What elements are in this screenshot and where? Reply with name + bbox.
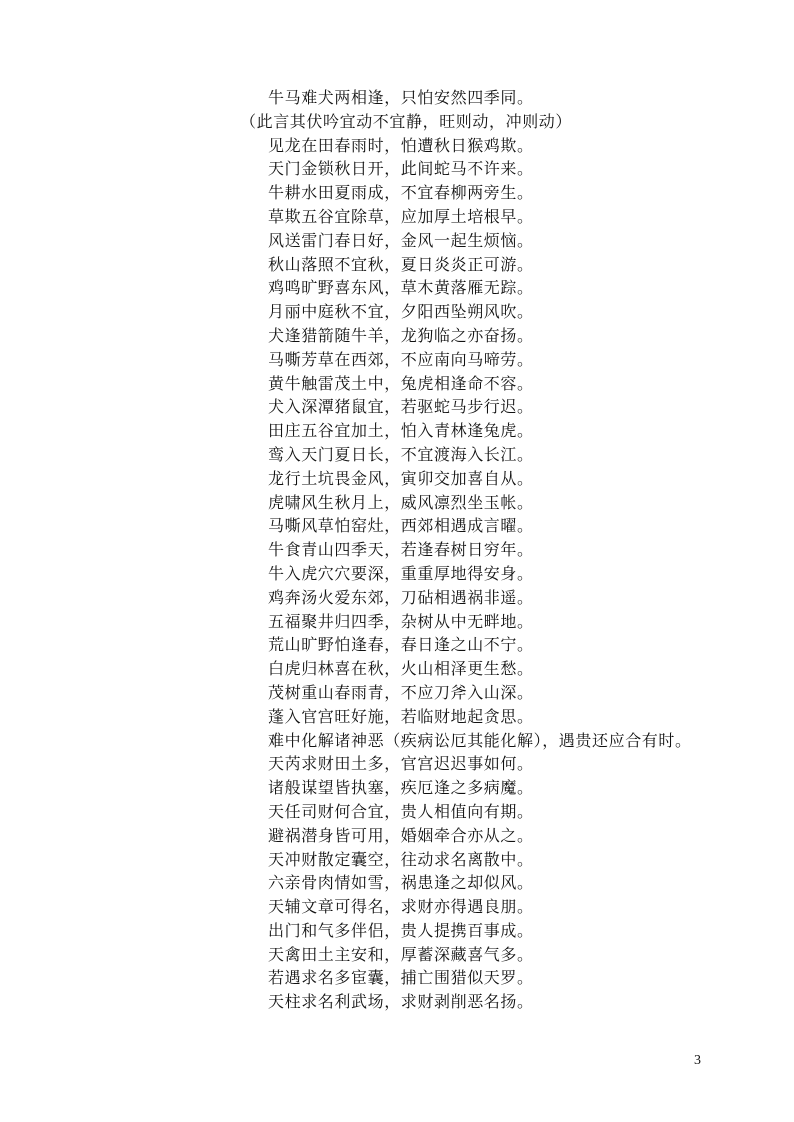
verse-line: 马嘶风草怕窑灶，西郊相遇成言曜。 (268, 516, 534, 536)
verse-line: 五福聚井归四季，杂树从中无畔地。 (268, 611, 534, 631)
verse-line: 天冲财散定囊空，往动求名离散中。 (268, 849, 534, 869)
verse-line: 牛耕水田夏雨成，不宜春柳两旁生。 (268, 183, 534, 203)
verse-line: 六亲骨肉情如雪，祸患逢之却似风。 (268, 873, 534, 893)
verse-line: 马嘶芳草在西郊，不应南向马啼劳。 (268, 349, 534, 369)
verse-line: 白虎归林喜在秋，火山相泽更生愁。 (268, 659, 534, 679)
verse-line: 秋山落照不宜秋，夏日炎炎正可游。 (268, 254, 534, 274)
verse-line: 鸡奔汤火爱东郊，刀砧相遇祸非遥。 (268, 587, 534, 607)
verse-line: 草欺五谷宜除草，应加厚土培根早。 (268, 206, 534, 226)
verse-line: 龙行土坑畏金风，寅卯交加喜自从。 (268, 468, 534, 488)
verse-line: 天辅文章可得名，求财亦得遇良朋。 (268, 897, 534, 917)
verse-line: 天门金锁秋日开，此间蛇马不许来。 (268, 159, 534, 179)
verse-line: 牛马难犬两相逢，只怕安然四季同。 (268, 88, 534, 107)
verse-line: 出门和气多伴侣，贵人提携百事成。 (268, 920, 534, 940)
verse-line: 蓬入官宫旺好施，若临财地起贪思。 (268, 706, 534, 726)
verse-line: 风送雷门春日好，金风一起生烦恼。 (268, 230, 534, 250)
verse-line: 茂树重山春雨青，不应刀斧入山深。 (268, 682, 534, 702)
verse-line: 田庄五谷宜加土，怕入青林逢兔虎。 (268, 421, 534, 441)
verse-line: 虎啸风生秋月上，威风凛烈坐玉帐。 (268, 492, 534, 512)
verse-line: 诸般谋望皆执塞，疾厄逢之多病魔。 (268, 778, 534, 798)
verse-line: 荒山旷野怕逢春，春日逢之山不宁。 (268, 635, 534, 655)
verse-line: 犬入深潭猪鼠宜，若驱蛇马步行迟。 (268, 397, 534, 417)
verse-line: 黄牛触雷茂土中，兔虎相逢命不容。 (268, 373, 534, 393)
verse-lines (0, 86, 794, 1014)
verse-line: 难中化解诸神恶（疾病讼厄其能化解），遇贵还应合有时。 (268, 730, 692, 750)
verse-note-line: （此言其伏吟宜动不宜静，旺则动，冲则动） (240, 111, 573, 131)
verse-line: 月丽中庭秋不宜，夕阳西坠朔风吹。 (268, 302, 534, 322)
verse-line: 天芮求财田土多，官宫迟迟事如何。 (268, 754, 534, 774)
verse-line: 牛食青山四季天，若逢春树日穷年。 (268, 540, 534, 560)
verse-line: 避祸潜身皆可用，婚姻牵合亦从之。 (268, 825, 534, 845)
verse-line: 犬逢猎箭随牛羊，龙狗临之亦奋扬。 (268, 325, 534, 345)
verse-line: 若遇求名多宦囊，捕亡围猎似天罗。 (268, 968, 534, 988)
verse-line: 见龙在田春雨时，怕遭秋日猴鸡欺。 (268, 135, 534, 155)
verse-line: 天禽田土主安和，厚蓄深藏喜气多。 (268, 944, 534, 964)
verse-line: 牛入虎穴穴要深，重重厚地得安身。 (268, 563, 534, 583)
verse-line: 天任司财何合宜，贵人相值向有期。 (268, 801, 534, 821)
page-number: 3 (694, 1053, 701, 1068)
verse-line: 天柱求名利武场，求财剥削恶名扬。 (268, 992, 534, 1012)
verse-line: 鸡鸣旷野喜东风，草木黄落雁无踪。 (268, 278, 534, 298)
verse-line: 鸾入天门夏日长，不宜渡海入长江。 (268, 444, 534, 464)
